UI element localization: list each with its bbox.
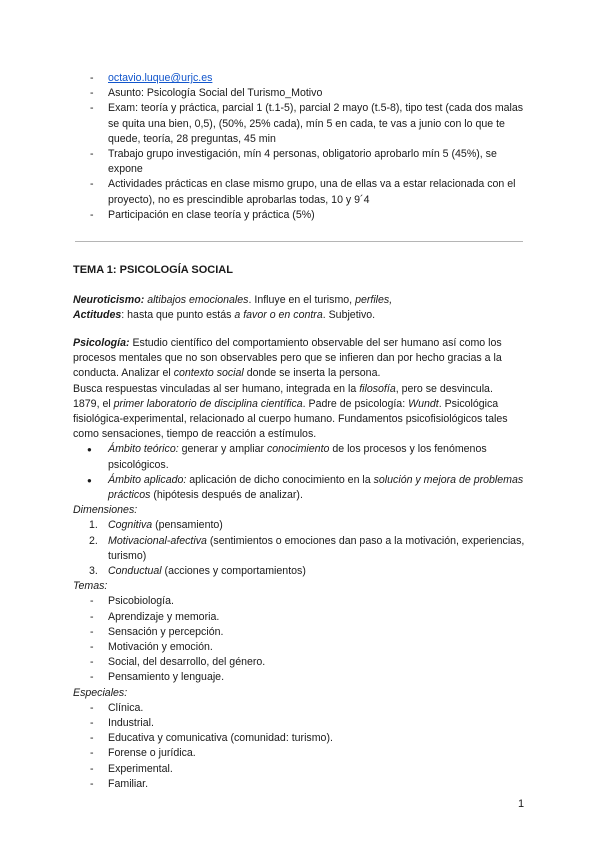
list-item: - Trabajo grupo investigación, mín 4 personas, obligatorio aprobarlo mín 5 (45%), se expone bbox=[73, 147, 533, 177]
list-item bbox=[73, 442, 533, 472]
psicologia-line-2 bbox=[73, 382, 533, 397]
ambito-text-end: (hipótesis después de analizar). bbox=[150, 489, 303, 502]
item-italic: Cognitiva bbox=[108, 519, 153, 532]
list-item: - Sensación y percepción. bbox=[73, 625, 533, 640]
dimensiones-list bbox=[73, 518, 533, 579]
list-item bbox=[73, 518, 533, 533]
ambito-text-end: de los procesos y los fenómenos psicológicos. bbox=[108, 443, 487, 471]
item-text: (acciones y comportamientos) bbox=[161, 565, 306, 578]
list-item: - Industrial. bbox=[73, 716, 533, 731]
list-item: - Familiar. bbox=[73, 777, 533, 792]
dimensiones-label: Dimensiones: bbox=[73, 504, 138, 517]
item-text: (sentimientos o emociones dan paso a la motivación, experiencias, turismo) bbox=[108, 534, 525, 562]
neuroticismo-term: Neuroticismo bbox=[73, 294, 141, 306]
line2-italic: filosofía bbox=[359, 382, 396, 395]
line3-text: 1879, el bbox=[73, 397, 114, 410]
actitudes-term: Actitudes bbox=[73, 309, 122, 322]
list-item: - Experimental. bbox=[73, 762, 533, 777]
especiales-label: Especiales: bbox=[73, 686, 128, 699]
item-text: (pensamiento) bbox=[152, 519, 223, 532]
ambito-label: Ámbito teórico: bbox=[108, 443, 179, 456]
temas-label: Temas: bbox=[73, 580, 108, 593]
line2-text-end: , pero se desvincula. bbox=[395, 382, 493, 395]
list-item bbox=[73, 534, 533, 564]
actitudes-text-end: . Subjetivo. bbox=[322, 309, 376, 322]
section-title: TEMA 1: PSICOLOGÍA SOCIAL bbox=[73, 264, 233, 276]
item-number: 1. bbox=[89, 519, 98, 532]
horizontal-rule bbox=[75, 241, 523, 242]
list-item: - Educativa y comunicativa (comunidad: turismo). bbox=[73, 731, 533, 746]
list-item: - Social, del desarrollo, del género. bbox=[73, 655, 533, 670]
email-link[interactable]: octavio.luque@urjc.es bbox=[108, 72, 213, 84]
list-item: - Psicobiología. bbox=[73, 594, 533, 609]
neuroticismo-line bbox=[73, 293, 533, 308]
page-number: 1 bbox=[518, 798, 525, 810]
psicologia-paragraph bbox=[73, 336, 533, 382]
list-item: - Forense o jurídica. bbox=[73, 746, 533, 761]
item-number: 2. bbox=[89, 534, 98, 547]
line3-text-end: . Psicológica fisiológica-experimental, relacionado al cuerpo humano. Fundamentos psicofisiológicos tales como sensaciones, tiempo de reacción a estímulos. bbox=[73, 397, 508, 441]
especiales-list bbox=[73, 701, 533, 792]
list-item: - Motivación y emoción. bbox=[73, 640, 533, 655]
list-item bbox=[73, 71, 533, 86]
item-italic: Conductual bbox=[108, 565, 162, 578]
ambito-text: generar y ampliar bbox=[178, 443, 267, 456]
list-item: - Actividades prácticas en clase mismo grupo, una de ellas va a estar relacionada con el proyecto), no es prescindible aprobarlas todas, 10 y 9´4 bbox=[73, 177, 533, 207]
item-italic: Motivacional-afectiva bbox=[108, 534, 207, 547]
neuroticismo-perfiles: perfiles, bbox=[355, 294, 393, 306]
list-item: - Participación en clase teoría y práctica (5%) bbox=[73, 208, 533, 223]
list-item: - Pensamiento y lenguaje. bbox=[73, 670, 533, 685]
intro-list-block bbox=[73, 71, 533, 223]
list-item: - Asunto: Psicología Social del Turismo_Motivo bbox=[73, 86, 533, 101]
ambito-text: aplicación de dicho conocimiento en la bbox=[186, 473, 374, 486]
ambito-label: Ámbito aplicado: bbox=[108, 473, 187, 486]
psicologia-text-end: donde se inserta la persona. bbox=[243, 367, 381, 380]
actitudes-italic: a favor o en contra bbox=[234, 309, 323, 322]
line3-text-mid: . Padre de psicología: bbox=[302, 397, 409, 410]
actitudes-text: : hasta que punto estás bbox=[121, 309, 235, 322]
line3-wundt: Wundt bbox=[408, 397, 439, 410]
neuroticismo-colon: : bbox=[140, 294, 145, 306]
ambitos-list bbox=[73, 442, 533, 503]
list-item: - Aprendizaje y memoria. bbox=[73, 610, 533, 625]
psicologia-line-3 bbox=[73, 397, 533, 443]
line3-italic: primer laboratorio de disciplina científica bbox=[113, 397, 303, 410]
item-number: 3. bbox=[89, 565, 98, 578]
psicologia-italic: contexto social bbox=[173, 367, 244, 380]
neuroticismo-rest: . Influye en el turismo, bbox=[248, 294, 356, 306]
actitudes-line bbox=[73, 308, 533, 323]
definitions-block bbox=[73, 293, 533, 323]
intro-list bbox=[73, 71, 533, 223]
list-item bbox=[73, 473, 533, 503]
line2-text: Busca respuestas vinculadas al ser humano, integrada en la bbox=[73, 382, 360, 395]
neuroticismo-def: altibajos emocionales bbox=[147, 294, 249, 306]
ambito-italic: conocimiento bbox=[266, 443, 330, 456]
temas-list bbox=[73, 594, 533, 685]
psicologia-block bbox=[73, 336, 533, 792]
list-item bbox=[73, 564, 533, 579]
ambito-italic: solución y mejora de problemas prácticos bbox=[108, 473, 524, 502]
psicologia-text: Estudio científico del comportamiento observable del ser humano así como los procesos mentales que no son observables pero que se infieren dan por hecho gracias a la conducta. Analizar el bbox=[73, 337, 502, 380]
list-item: - Exam: teoría y práctica, parcial 1 (t.1-5), parcial 2 mayo (t.5-8), tipo test (cada dos malas se quita una bien, 0,5), (50%, 25% cada), mín 5 en cada, te vas a junio con lo que te quede, teoría, 28 preguntas, 45 min bbox=[73, 101, 533, 147]
list-item: - Clínica. bbox=[73, 701, 533, 716]
psicologia-term: Psicología: bbox=[73, 337, 130, 349]
